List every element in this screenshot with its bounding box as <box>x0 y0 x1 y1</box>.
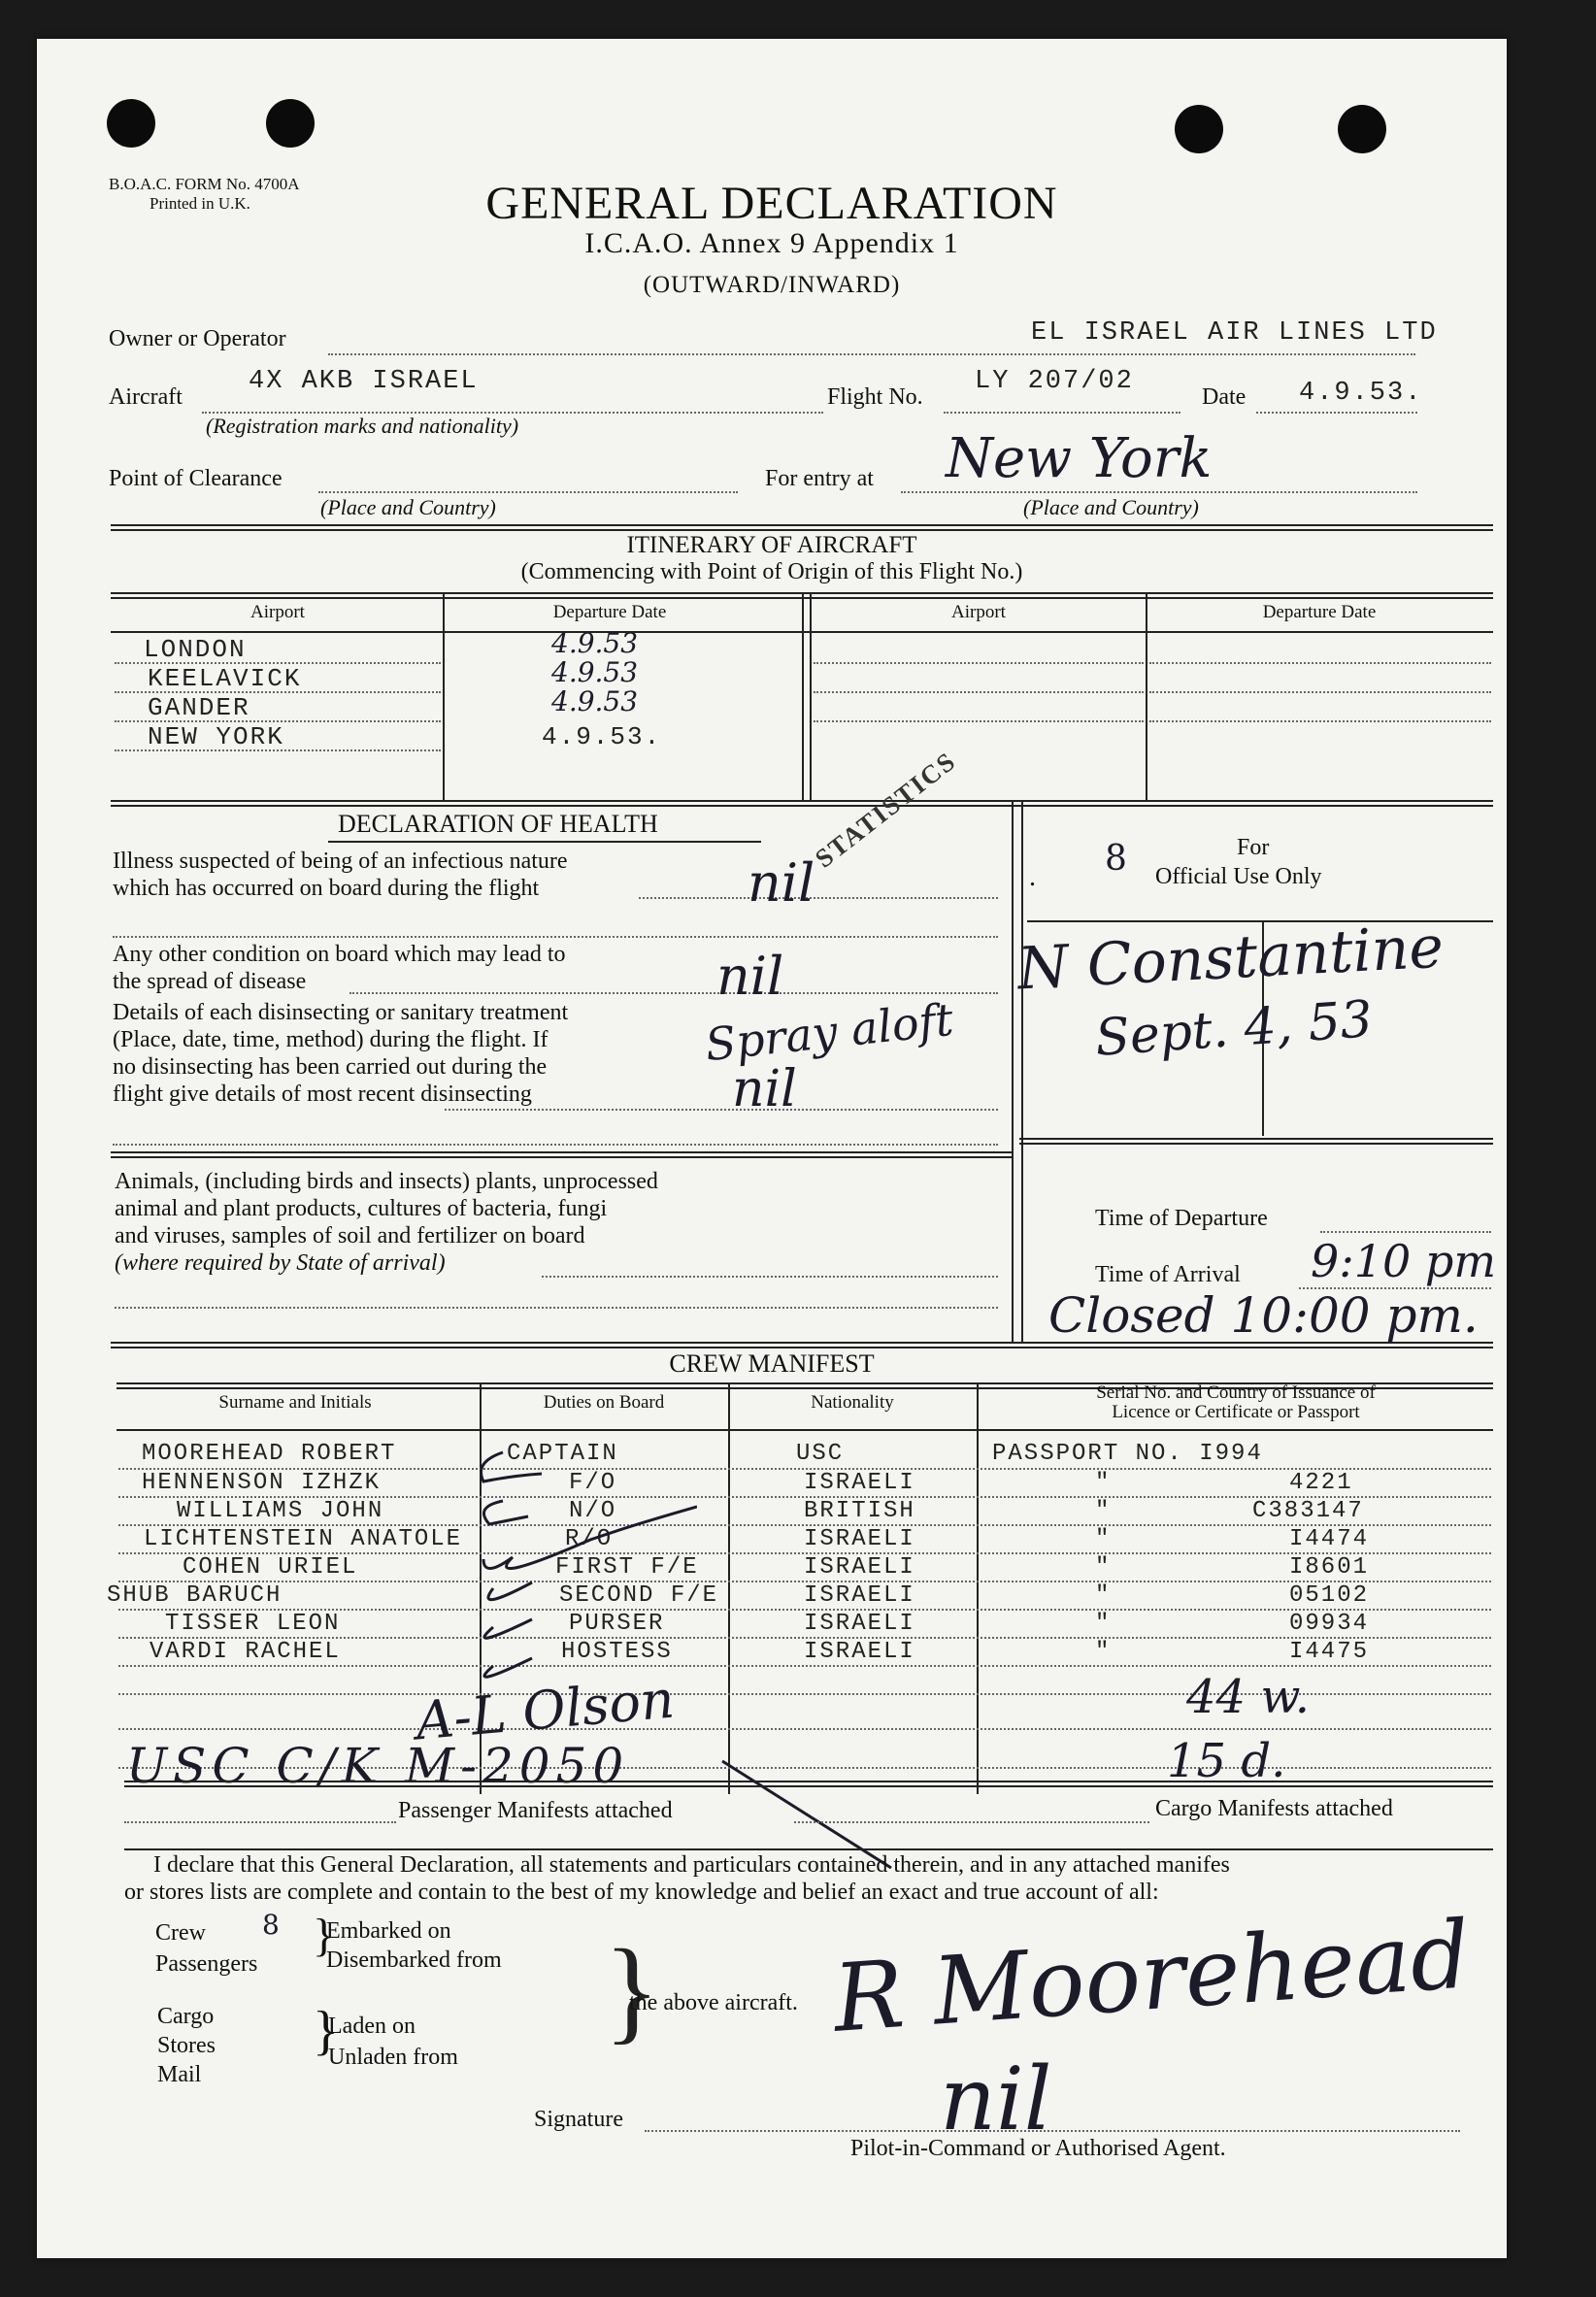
row-line <box>115 749 441 751</box>
statistics-stamp: STATISTICS <box>810 746 962 874</box>
crew-duty: R/O <box>565 1526 614 1552</box>
q3-line2: (Place, date, time, method) during the flight. If <box>113 1027 549 1052</box>
divider <box>111 1151 1014 1158</box>
col-divider <box>977 1384 979 1794</box>
cargo-manifests: Cargo Manifests attached <box>1155 1796 1393 1821</box>
agent-label: Pilot-in-Command or Authorised Agent. <box>850 2136 1226 2161</box>
signature-line <box>645 2130 1460 2132</box>
crew-nationality: ISRAELI <box>804 1470 915 1496</box>
crew-col-name: Surname and Initials <box>218 1392 372 1413</box>
crew-ditto: " <box>1095 1582 1112 1609</box>
crew-name: MOOREHEAD ROBERT <box>142 1441 397 1467</box>
divider <box>111 800 1493 807</box>
clearance-line <box>318 491 738 493</box>
row-line <box>118 1552 1491 1554</box>
unladen-label: Unladen from <box>328 2045 458 2070</box>
row-line <box>118 1728 1491 1730</box>
itinerary-airport: NEW YORK <box>148 722 284 751</box>
q3-line4: flight give details of most recent disinsecting <box>113 1082 532 1107</box>
row-line <box>1149 691 1491 693</box>
col-departure-2: Departure Date <box>1262 602 1377 622</box>
answer-line <box>113 1144 998 1146</box>
divider <box>111 524 1493 531</box>
closed-note: Closed 10:00 pm. <box>1048 1287 1479 1344</box>
laden-label: Laden on <box>328 2014 416 2039</box>
crew-ditto: " <box>1095 1498 1112 1524</box>
owner-line <box>328 353 1415 355</box>
crew-ditto: " <box>1095 1611 1112 1637</box>
punch-hole <box>1175 105 1223 153</box>
row-line <box>1149 662 1491 664</box>
form-number: B.O.A.C. FORM No. 4700A <box>109 175 300 193</box>
crew-name: VARDI RACHEL <box>150 1639 341 1665</box>
row-line <box>814 662 1144 664</box>
col-airport: Airport <box>250 602 305 622</box>
crew-ditto: " <box>1095 1554 1112 1581</box>
mail-label: Mail <box>157 2062 202 2087</box>
crew-hand-weight: 44 w. <box>1186 1670 1310 1724</box>
crew-nationality: USC <box>796 1441 845 1467</box>
row-line <box>118 1637 1491 1639</box>
divider <box>124 1781 1493 1787</box>
itinerary-airport: GANDER <box>148 693 250 722</box>
crew-nationality: BRITISH <box>804 1498 915 1524</box>
punch-hole <box>266 99 315 148</box>
row-line <box>118 1665 1491 1667</box>
itinerary-title: ITINERARY OF AIRCRAFT <box>626 532 917 558</box>
row-line <box>118 1581 1491 1582</box>
owner-label: Owner or Operator <box>109 326 286 351</box>
page-title: GENERAL DECLARATION <box>485 178 1058 229</box>
itinerary-subtitle: (Commencing with Point of Origin of this Flight No.) <box>520 559 1023 584</box>
row-line <box>115 720 441 722</box>
crew-name: HENNENSON IZHZK <box>142 1470 382 1496</box>
brace: } <box>313 1910 336 1961</box>
passengers-label: Passengers <box>155 1951 258 1977</box>
crew-serial: 05102 <box>1289 1582 1370 1609</box>
brace: } <box>313 2001 339 2061</box>
crew-name: LICHTENSTEIN ANATOLE <box>144 1526 463 1552</box>
clearance-note: (Place and Country) <box>320 495 496 519</box>
crew-serial: I8601 <box>1289 1554 1370 1581</box>
row-line <box>115 662 441 664</box>
crew-serial: PASSPORT NO. I994 <box>992 1441 1263 1467</box>
crew-nationality: ISRAELI <box>804 1526 915 1552</box>
q3-answer: Spray aloft <box>702 992 956 1072</box>
flight-value: LY 207/02 <box>975 367 1134 396</box>
itinerary-date: 4.9.53 <box>551 627 639 659</box>
crew-nationality: ISRAELI <box>804 1582 915 1609</box>
crew-serial: 09934 <box>1289 1611 1370 1637</box>
crew-nationality: ISRAELI <box>804 1554 915 1581</box>
crew-duty: CAPTAIN <box>507 1441 618 1467</box>
crew-duty: SECOND F/E <box>559 1582 719 1609</box>
official-for: For <box>1237 835 1270 860</box>
crew-ditto: " <box>1095 1526 1112 1552</box>
col-divider <box>802 594 804 802</box>
crew-title: CREW MANIFEST <box>669 1349 875 1378</box>
col-divider <box>443 594 445 802</box>
declaration-line1: I declare that this General Declaration, all statements and particulars contained therein, and in any attached manifes <box>153 1852 1230 1878</box>
q3-answer-2: nil <box>732 1060 797 1118</box>
crew-serial: I4475 <box>1289 1639 1370 1665</box>
punch-hole <box>107 99 155 148</box>
direction: (OUTWARD/INWARD) <box>643 272 901 298</box>
crew-hand-name: A-L Olson <box>413 1668 678 1752</box>
answer-line <box>115 1307 998 1309</box>
row-line <box>118 1468 1491 1470</box>
col-airport-2: Airport <box>951 602 1006 622</box>
flight-label: Flight No. <box>827 384 923 410</box>
check-marks <box>464 1433 697 1705</box>
crew-serial: I4474 <box>1289 1526 1370 1552</box>
punch-hole <box>1338 105 1386 153</box>
itinerary-airport: LONDON <box>144 635 247 664</box>
embarked-label: Embarked on <box>326 1918 451 1944</box>
answer-line <box>113 936 998 938</box>
section-divider <box>1021 802 1023 1342</box>
answer-line <box>639 897 998 899</box>
answer-line <box>445 1109 998 1111</box>
itinerary-date: 4.9.53 <box>551 656 639 688</box>
crew-col-duty: Duties on Board <box>543 1392 665 1413</box>
crew-duty: N/O <box>569 1498 617 1524</box>
divider <box>1019 1138 1493 1145</box>
crew-duty: F/O <box>569 1470 617 1496</box>
q3-line3: no disinsecting has been carried out during the <box>113 1054 548 1080</box>
row-line <box>115 691 441 693</box>
crew-name: WILLIAMS JOHN <box>177 1498 384 1524</box>
row-line <box>118 1496 1491 1498</box>
q2-line1: Any other condition on board which may lead to <box>113 942 566 967</box>
itinerary-date: 4.9.53. <box>542 722 662 751</box>
official-dot: . <box>1029 862 1036 892</box>
crew-ditto: " <box>1095 1470 1112 1496</box>
q3-line1: Details of each disinsecting or sanitary treatment <box>113 1000 569 1025</box>
date-value: 4.9.53. <box>1299 379 1423 408</box>
aircraft-note: (Registration marks and nationality) <box>206 414 519 438</box>
answer-line <box>794 1821 1149 1823</box>
cargo-label: Cargo <box>157 2004 215 2029</box>
departure-line <box>1320 1231 1491 1233</box>
stores-label: Stores <box>157 2033 216 2058</box>
col-divider <box>810 594 812 802</box>
q4-line4: (where required by State of arrival) <box>115 1250 446 1276</box>
crew-duty: HOSTESS <box>561 1639 673 1665</box>
declaration-form <box>37 39 1507 2258</box>
official-date: Sept. 4, 53 <box>1093 990 1375 1068</box>
official-signature: N Constantine <box>1015 913 1446 1004</box>
entry-label: For entry at <box>765 466 874 491</box>
crew-name: SHUB BARUCH <box>107 1582 283 1609</box>
answer-line <box>542 1276 998 1278</box>
crew-hand-count: 15 d. <box>1167 1734 1286 1788</box>
clearance-label: Point of Clearance <box>109 466 283 491</box>
entry-note: (Place and Country) <box>1023 495 1199 519</box>
official-count: 8 <box>1105 839 1127 879</box>
aircraft-label: Aircraft <box>109 384 183 410</box>
aircraft-value: 4X AKB ISRAEL <box>249 367 479 396</box>
row-line <box>814 720 1144 722</box>
crew-nationality: ISRAELI <box>804 1639 915 1665</box>
crew-name: TISSER LEON <box>165 1611 341 1637</box>
page-subtitle: I.C.A.O. Annex 9 Appendix 1 <box>584 227 959 259</box>
large-brace: } <box>604 1925 660 2054</box>
divider <box>124 1848 1493 1850</box>
crew-col-nat: Nationality <box>811 1392 894 1413</box>
crew-duty: PURSER <box>569 1611 665 1637</box>
departure-label: Time of Departure <box>1095 1206 1268 1231</box>
crew-label: Crew <box>155 1920 206 1946</box>
q1-answer: nil <box>748 852 815 914</box>
crew-serial: C383147 <box>1252 1498 1364 1524</box>
col-departure: Departure Date <box>552 602 667 622</box>
title-underline <box>328 841 761 843</box>
signature-label: Signature <box>534 2107 623 2132</box>
q4-line2: animal and plant products, cultures of bacteria, fungi <box>115 1196 608 1221</box>
section-divider <box>1012 802 1014 1342</box>
official-use: Official Use Only <box>1155 864 1322 889</box>
crew-duty: FIRST F/E <box>555 1554 699 1581</box>
q1-line2: which has occurred on board during the flight <box>113 876 540 901</box>
answer-line <box>124 1821 396 1823</box>
date-line <box>1256 412 1417 414</box>
q4-line3: and viruses, samples of soil and fertilizer on board <box>115 1223 585 1248</box>
arrival-label: Time of Arrival <box>1095 1262 1241 1287</box>
q4-line1: Animals, (including birds and insects) plants, unprocessed <box>115 1169 658 1194</box>
divider <box>116 1429 1493 1431</box>
arrival-value: 9:10 pm <box>1311 1235 1496 1287</box>
crew-col-serial-2: Licence or Certificate or Passport <box>1112 1402 1360 1422</box>
row-line <box>1149 720 1491 722</box>
itinerary-date: 4.9.53 <box>551 685 639 717</box>
crew-name: COHEN URIEL <box>183 1554 358 1581</box>
date-label: Date <box>1202 384 1247 410</box>
owner-value: EL ISRAEL AIR LINES LTD <box>1031 318 1438 348</box>
declaration-line2: or stores lists are complete and contain to the best of my knowledge and belief an exact and true account of all: <box>124 1880 1159 1905</box>
q2-answer: nil <box>716 946 784 1007</box>
crew-nationality: ISRAELI <box>804 1611 915 1637</box>
crew-col-serial-1: Serial No. and Country of Issuance of <box>1096 1382 1376 1403</box>
entry-value: New York <box>946 427 1213 490</box>
crew-serial: 4221 <box>1289 1470 1353 1496</box>
captain-signature: R Moorehead <box>829 1900 1474 2053</box>
divider <box>111 1342 1493 1348</box>
itinerary-airport: KEELAVICK <box>148 664 302 693</box>
row-line <box>118 1524 1491 1526</box>
row-line <box>814 691 1144 693</box>
q2-line2: the spread of disease <box>113 969 307 994</box>
health-title: DECLARATION OF HEALTH <box>338 810 658 838</box>
row-line <box>118 1609 1491 1611</box>
crew-ditto: " <box>1095 1639 1112 1665</box>
col-divider <box>728 1384 730 1794</box>
crew-hand-id: USC C/K M-2050 <box>126 1738 630 1794</box>
answer-line <box>349 992 998 994</box>
q1-line1: Illness suspected of being of an infectious nature <box>113 849 568 874</box>
entry-line <box>901 491 1417 493</box>
flight-line <box>944 412 1180 414</box>
cargo-nil: nil <box>940 2048 1052 2150</box>
passenger-manifests: Passenger Manifests attached <box>398 1798 673 1823</box>
crew-count: 8 <box>262 1909 280 1941</box>
above-aircraft: the above aircraft. <box>629 1990 798 2015</box>
col-divider <box>1146 594 1147 802</box>
printed-in: Printed in U.K. <box>150 194 250 213</box>
disembarked-label: Disembarked from <box>326 1947 502 1973</box>
